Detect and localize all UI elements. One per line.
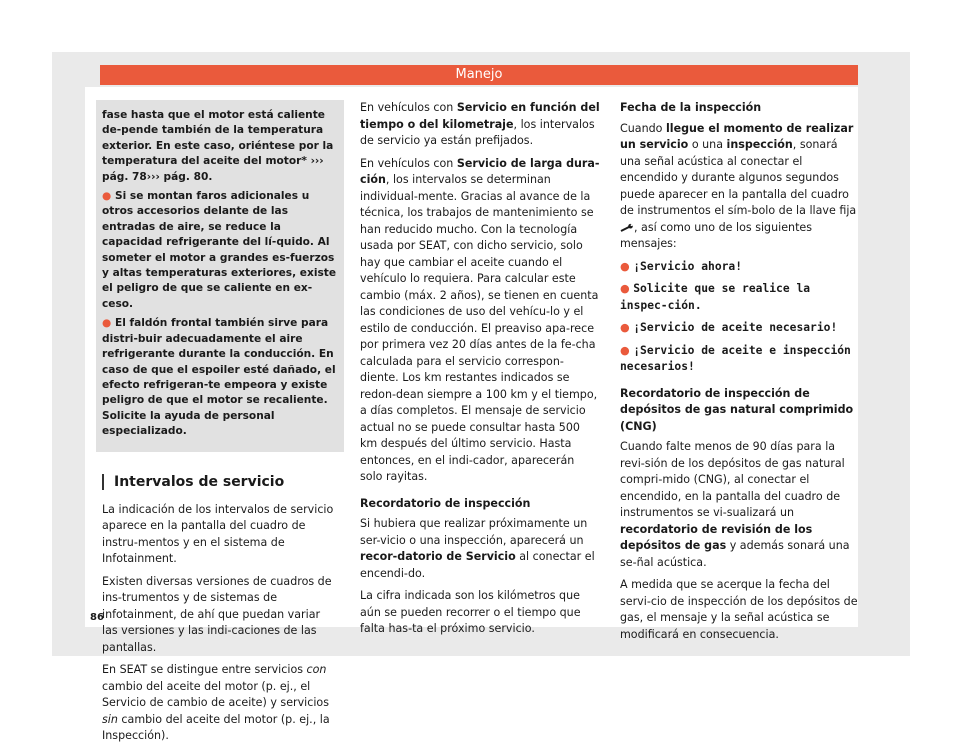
paragraph: La indicación de los intervalos de servicio aparece en la pantalla del cuadro de instru-mentos y en el sistema de Infotainment. [102,502,334,566]
message-item [620,320,858,337]
paragraph [360,516,600,582]
text-run: En vehículos con [360,156,457,170]
italic-text: sin [102,712,118,726]
paragraph: La cifra indicada son los kilómetros que aún se pueden recorrer o el tiempo que falta has-ta el próximo servicio. [360,589,581,635]
text-run: al conectar el encendi-do. [360,550,595,580]
text-run: En vehículos con [360,101,457,114]
subheading: Recordatorio de inspección de depósitos de gas natural comprimido (CNG) [620,386,854,433]
page-number: 86 [90,612,104,623]
text-run: En SEAT se distingue entre servicios [102,663,307,677]
section-title: Intervalos de servicio [102,474,336,490]
paragraph [102,662,336,745]
paragraph: A medida que se acerque la fecha del servi-cio de inspección de los depósitos de gas, el mensaje y la señal acústica se modificará en consecuencia. [620,578,858,641]
message-text: ¡Servicio de aceite e inspección necesarios! [620,343,851,373]
bullet-icon: ● [620,321,630,334]
text-run: cambio del aceite del motor (p. ej., la Inspección). [102,712,330,743]
paragraph [620,121,858,253]
text-run: , los intervalos de servicio ya están prefijados. [360,117,595,147]
paragraph [620,439,858,571]
text-run: , así como uno de los siguientes mensajes: [620,220,813,250]
bold-text: Servicio en función del tiempo o del kilometraje [360,101,600,131]
bold-text: inspección [726,138,793,151]
bullet-icon: ● [102,317,112,330]
bold-text: recor-datorio de Servicio [360,550,516,563]
text-run: , los intervalos se determinan individual-mente. Gracias al avance de la técnica, los trabajos de mantenimiento se han reducido mucho. Con la tecnología usada por SEAT, con dicho servicio, solo hay que cambiar el aceite cuando el vehículo lo requiera. Para calcular este cambio (máx. 2 años), se tienen en cuenta las condiciones de uso del vehícu-lo y el estilo de conducción. El preaviso apa-rece por primera vez 20 días antes de la fe-cha calculada para el servicio correspon-diente. Los km restantes indicados se redon-dean siempre a 100 km y el tiempo, a días completos. El mensaje de servicio actual no se puede consultar hasta 500 km después del último servicio. Hasta entonces, en el indi-cador, aparecerán solo rayitas. [360,173,599,483]
paragraph [360,100,600,150]
bullet-icon: ● [620,343,630,357]
bold-text: Servicio de larga dura-ción [360,156,600,186]
message-item [620,259,858,276]
message-text: Solicite que se realice la inspec-ción. [620,282,811,312]
bold-text: recordatorio de revisión de los depósitos de gas [620,522,813,552]
message-item [620,343,858,376]
message-text: ¡Servicio ahora! [633,259,743,273]
wrench-icon [620,223,634,233]
warning-bullet [102,189,340,312]
warning-box [96,100,344,452]
paragraph: Existen diversas versiones de cuadros de ins-trumentos y de sistemas de infotainment, de ahí que puedan variar las versiones y las indi-caciones de las pantallas. [102,574,332,654]
bold-text: llegue el momento de realizar un servicio [620,121,854,151]
message-item [620,281,858,314]
warning-bullet [102,316,340,439]
column-left [102,100,336,751]
bullet-icon: ● [620,282,630,295]
subheading: Recordatorio de inspección [360,496,531,510]
text-run: Si hubiera que realizar próximamente un ser-vicio o una inspección, aparecerá un [360,517,588,547]
italic-text: con [306,663,327,677]
bullet-icon: ● [620,259,630,273]
column-middle [360,100,600,644]
warning-bullet-text: El faldón frontal también sirve para distri-buir adecuadamente el aire refrigerante durante la conducción. En caso de que el espoiler esté dañado, el efecto refrigeran-te empeora y existe peligro de que el motor se recaliente. Solicite la ayuda de personal especializado. [102,317,336,438]
paragraph [360,156,600,486]
text-run: Cuando falte menos de 90 días para la revi-sión de los depósitos de gas natural compri-mido (CNG), al conectar el encendido, en la pantalla del cuadro de instrumentos se vi-sualizará un [620,440,845,519]
subheading: Fecha de la inspección [620,101,762,114]
text-run: o una [688,138,727,151]
text-run: y además sonará una se-ñal acústica. [620,539,850,569]
text-run: Cuando [620,121,666,135]
column-right [620,100,858,649]
message-text: ¡Servicio de aceite necesario! [633,321,838,334]
text-run: , sonará una señal acústica al conectar el encendido y durante algunos segundos puede aparecer en la pantalla del cuadro de instrumentos el sím-bolo de la llave fija [620,138,857,217]
warning-text: fase hasta que el motor está caliente de-pende también de la temperatura exterior. En este caso, oriéntese por la temperatura del aceite del motor* ››› pág. 78››› pág. 80. [102,109,334,183]
section-header: Manejo [100,65,858,85]
warning-bullet-text: Si se montan faros adicionales u otros accesorios delante de las entradas de aire, se reduce la capacidad refrigerante del lí-quido. Al someter el motor a grandes es-fuerzos y altas temperaturas exteriores, existe el peligro de que se caliente en ex-ceso. [102,190,337,310]
bullet-icon: ● [102,190,112,203]
text-run: cambio del aceite del motor (p. ej., el Servicio de cambio de aceite) y servicios [102,679,329,710]
